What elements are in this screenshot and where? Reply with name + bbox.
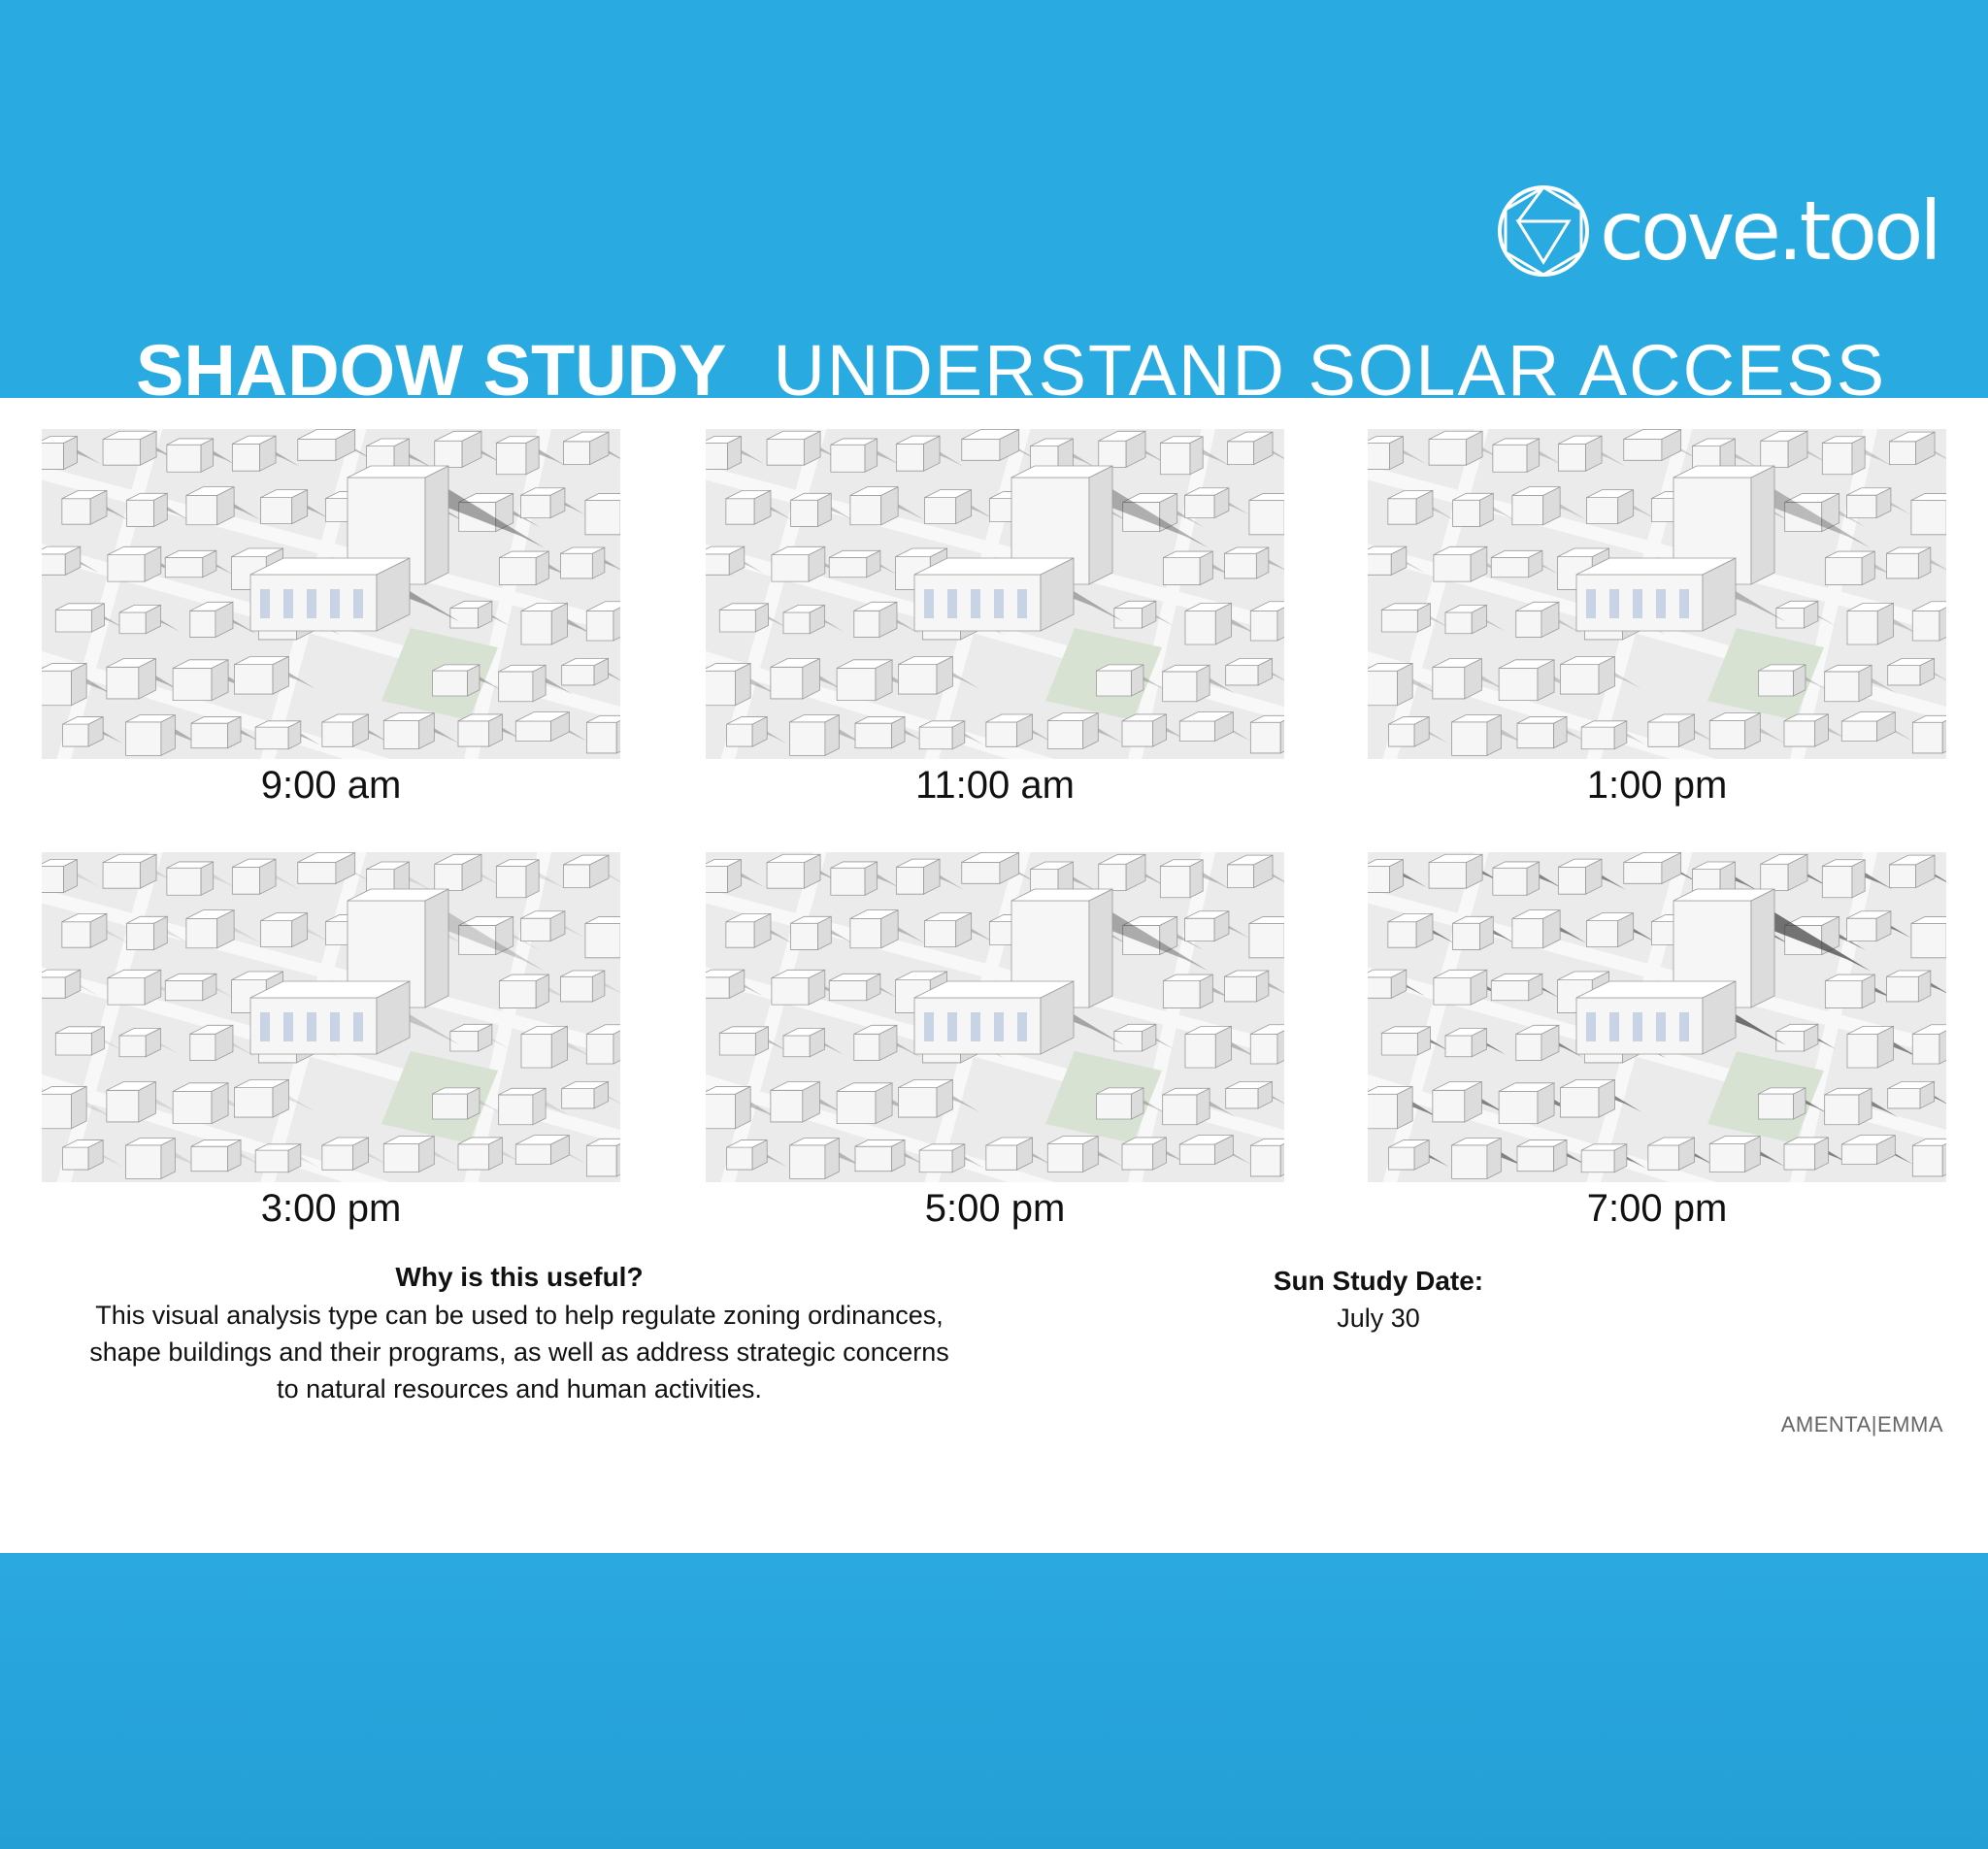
why-heading: Why is this useful? xyxy=(395,1262,644,1292)
title-bold: SHADOW STUDY xyxy=(136,330,727,411)
shadow-render-image xyxy=(706,852,1284,1182)
shadow-render-image xyxy=(706,429,1284,759)
logo-wordmark: cove.tool xyxy=(1600,183,1938,279)
why-line: to natural resources and human activities. xyxy=(277,1374,762,1403)
shadow-render-1300 xyxy=(1368,429,1946,759)
credit-logo: AMENTA|EMMA xyxy=(1780,1412,1943,1436)
why-line: shape buildings and their programs, as well as address strategic concerns xyxy=(89,1337,949,1367)
sun-study-date-value: July 30 xyxy=(1337,1304,1420,1333)
covetool-logo-icon xyxy=(1495,182,1592,280)
page-title xyxy=(136,326,1886,415)
shadow-render-image xyxy=(42,429,620,759)
time-label-1300: 1:00 pm xyxy=(1586,764,1728,807)
why-line: This visual analysis type can be used to help regulate zoning ordinances, xyxy=(95,1301,944,1330)
time-label-1900: 7:00 pm xyxy=(1586,1187,1728,1230)
time-label-1500: 3:00 pm xyxy=(260,1187,402,1230)
time-label-0900: 9:00 am xyxy=(260,764,402,807)
shadow-render-image xyxy=(1368,852,1946,1182)
why-body xyxy=(39,1297,1000,1407)
shadow-render-0900 xyxy=(42,429,620,759)
shadow-render-1100 xyxy=(706,429,1284,759)
shadow-render-1500 xyxy=(42,852,620,1182)
shadow-render-1700 xyxy=(706,852,1284,1182)
shadow-render-image xyxy=(1368,429,1946,759)
time-label-1100: 11:00 am xyxy=(915,764,1075,807)
shadow-render-image xyxy=(42,852,620,1182)
title-light: UNDERSTAND SOLAR ACCESS xyxy=(773,330,1887,411)
sun-study-date-heading: Sun Study Date: xyxy=(1273,1266,1484,1296)
shadow-render-1900 xyxy=(1368,852,1946,1182)
footer-band xyxy=(0,1553,1988,1849)
covetool-logo xyxy=(1495,182,1971,280)
time-label-1700: 5:00 pm xyxy=(924,1187,1066,1230)
